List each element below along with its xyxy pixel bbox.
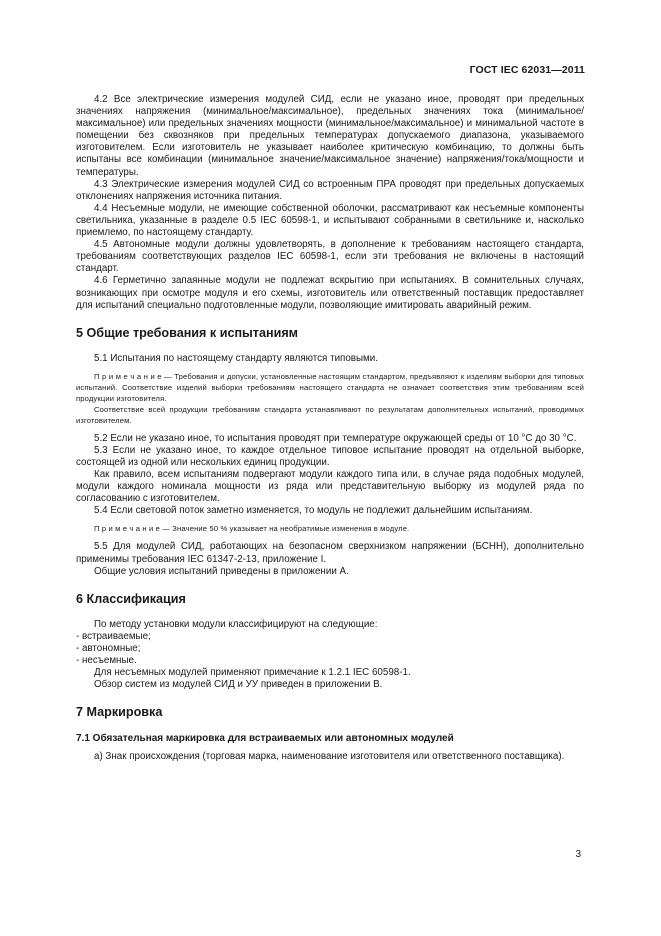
section-5-heading: 5 Общие требования к испытаниям [76, 325, 298, 340]
paragraph-5-2: 5.2 Если не указано иное, то испытания проводят при температуре окружающей среды от 10 °С до 30 °С. [94, 432, 577, 444]
paragraph-5-5: 5.5 Для модулей СИД, работающих на безопасном сверхнизком напряжении (БСНН), дополнительно применимы требования IEC 61347-2-13, приложение I. [76, 541, 584, 565]
note-text: — Требования и допуски, установленные настоящим стандартом, предъявляют к изделиям выборки для типовых испытаний. Соответствие изделий выборки требованиям настоящего стандарта не означает соответствия этим требованиям всей продукции изготовителя. [76, 371, 584, 403]
paragraph-6-overview: Обзор систем из модулей СИД и УУ приведен в приложении В. [94, 679, 383, 691]
note-5-4 [76, 523, 584, 534]
document-body [76, 94, 584, 763]
page-number: 3 [575, 849, 581, 860]
paragraph-4-4: 4.4 Несъемные модули, не имеющие собственной оболочки, рассматривают как несъемные компоненты светильника, указанные в разделе 0.5 IEC 60598-1, и испытывают собранными в светильнике и, насколько приемлемо, по настоящему стандарту. [76, 202, 584, 239]
note-label: П р и м е ч а н и е [94, 524, 161, 534]
note-text: — Значение 50 % указывает на необратимые изменения в модуле. [160, 524, 410, 534]
list-item: - несъемные. [76, 655, 137, 666]
note-5-1 [76, 371, 584, 404]
paragraph-5-3-continuation: Как правило, всем испытаниям подвергают модули каждого типа или, в случае ряда подобных модулей, модули каждого номинала мощности из ряда или представительную выборку из модулей ряда по согласованию с изготовителем. [76, 469, 584, 505]
note-5-1-continuation: Соответствие всей продукции требованиям стандарта устанавливают по результатам дополнительных испытаний, проводимых изготовителем. [76, 404, 584, 425]
document-header: ГОСТ IEC 62031—2011 [469, 64, 585, 76]
paragraph-6-intro: По методу установки модули классифицируют на следующие: [94, 618, 378, 630]
section-7-heading: 7 Маркировка [76, 705, 163, 720]
note-label: П р и м е ч а н и е [94, 371, 162, 381]
paragraph-5-5-continuation: Общие условия испытаний приведены в приложении А. [94, 565, 349, 577]
paragraph-7-1-a: а) Знак происхождения (торговая марка, наименование изготовителя или ответственного поставщика). [94, 751, 565, 763]
paragraph-4-3: 4.3 Электрические измерения модулей СИД со встроенным ПРА проводят при предельных допускаемых отклонениях напряжения источника питания. [76, 178, 584, 202]
paragraph-5-1: 5.1 Испытания по настоящему стандарту являются типовыми. [94, 352, 378, 364]
paragraph-5-3: 5.3 Если не указано иное, то каждое отдельное типовое испытание проводят на отдельной выборке, состоящей из одной или нескольких единиц продукции. [76, 444, 584, 468]
paragraph-4-6: 4.6 Герметично запаянные модули не подлежат вскрытию при испытаниях. В сомнительных случаях, возникающих при осмотре модуля и его схемы, изготовитель или ответственный поставщик предоставляет для испытаний специально подготовленные модули, позволяющие имитировать аварийный режим. [76, 275, 584, 311]
paragraph-6-note: Для несъемных модулей применяют примечание к 1.2.1 IEC 60598-1. [94, 667, 411, 679]
paragraph-5-4: 5.4 Если световой поток заметно изменяется, то модуль не подлежит дальнейшим испытаниям. [94, 505, 533, 517]
list-item: - автономные; [76, 642, 141, 654]
paragraph-4-2: 4.2 Все электрические измерения модулей СИД, если не указано иное, проводят при предельных значениях напряжения (минимальное/максимальное), предельных значениях тока (минимальное/максимальное) или предельных значениях мощности (минимальное/максимальное) и минимальной частоте в помещении без сквозняков при предельных температурах допускаемого диапазона, указываемого изготовителем. Если изготовитель не указывает наиболее критическую комбинацию, то должны быть испытаны все комбинации (минимальное значение/максимальное значение) напряжения/тока/мощности и температуры. [76, 94, 584, 178]
subsection-7-1-heading: 7.1 Обязательная маркировка для встраиваемых или автономных модулей [76, 733, 454, 745]
paragraph-4-5: 4.5 Автономные модули должны удовлетворять, в дополнение к требованиям настоящего стандарта, требованиям соответствующих разделов IEC 60598-1, если эти требования не включены в настоящий стандарт. [76, 239, 584, 275]
section-6-heading: 6 Классификация [76, 591, 186, 606]
list-item: - встраиваемые; [76, 630, 151, 642]
